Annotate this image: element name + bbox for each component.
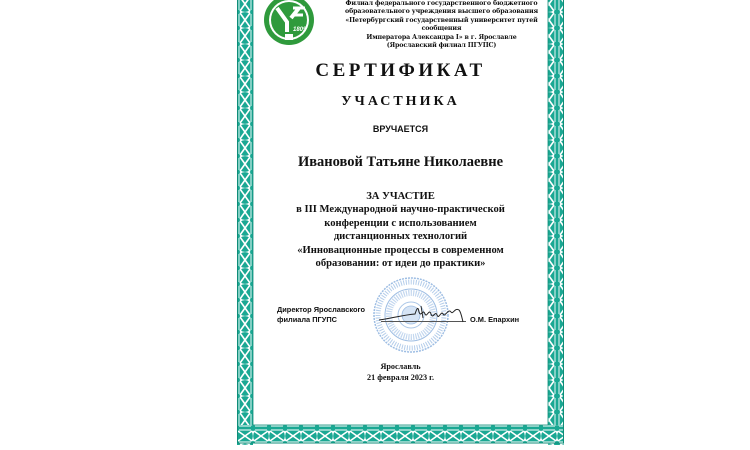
date: 21 февраля 2023 г.	[366, 373, 434, 382]
header-line: «Петербургский государственный университет путей сообщения	[345, 16, 538, 33]
institution-header	[339, 0, 544, 50]
header-line: (Ярославский филиал ПГУПС)	[386, 42, 497, 50]
signatory-title	[277, 305, 365, 324]
certificate	[237, 0, 566, 445]
header-line: Филиал федерального государственного бюджетного	[345, 0, 538, 7]
body-line: «Инновационные процессы в современном	[297, 244, 504, 256]
svg-text:1809: 1809	[293, 27, 307, 33]
body-line: конференции с использованием	[324, 217, 477, 229]
signatory-name: О.М. Епархин	[470, 315, 520, 324]
city: Ярославль	[380, 362, 421, 371]
certificate-subtitle: УЧАСТНИКА	[341, 94, 460, 109]
university-emblem-icon	[263, 0, 315, 46]
certificate-title: СЕРТИФИКАТ	[315, 60, 486, 81]
recipient-name: Ивановой Татьяне Николаевне	[297, 154, 504, 170]
award-label: ВРУЧАЕТСЯ	[372, 124, 429, 134]
place-and-date	[253, 361, 548, 383]
body-line: в III Международной научно-практической	[296, 204, 505, 216]
header-line: Императора Александра I» в г. Ярославле	[366, 33, 517, 41]
participation-description	[253, 190, 548, 270]
signatory-title-line: Директор Ярославского	[277, 305, 365, 314]
signatory-title-line: филиала ПГУПС	[277, 314, 337, 324]
handwritten-signature-icon	[373, 298, 469, 326]
body-line: ЗА УЧАСТИЕ	[366, 191, 435, 202]
header-line: образовательного учреждения высшего образования	[345, 8, 538, 16]
body-line: дистанционных технологий	[333, 231, 468, 243]
certificate-content	[253, 0, 548, 405]
body-line: образовании: от идеи до практики»	[315, 258, 486, 270]
